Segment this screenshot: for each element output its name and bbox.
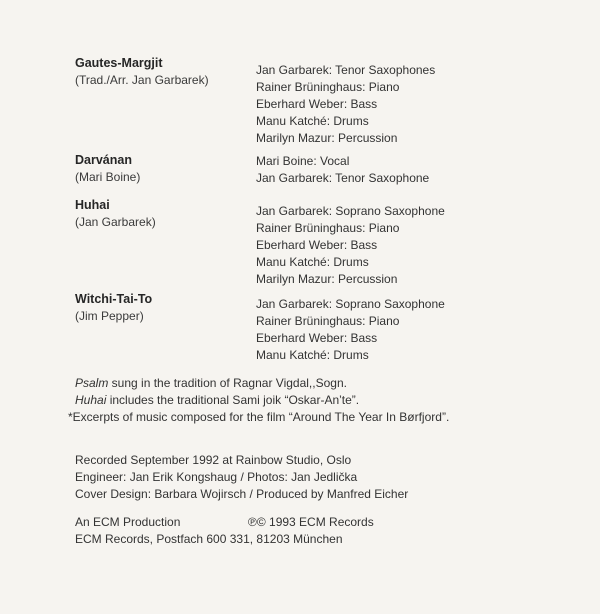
track-composer-credit: (Mari Boine) (75, 170, 141, 184)
production-info (75, 514, 475, 548)
musician-list (256, 296, 445, 364)
track-title: Huhai (75, 198, 110, 212)
musician-line: Mari Boine: Vocal (256, 154, 350, 168)
production-label: An ECM Production (75, 515, 181, 529)
musician-list (256, 62, 435, 147)
recording-credits (75, 452, 408, 503)
note-excerpts: *Excerpts of music composed for the film “Around The Year In Børfjord”. (68, 410, 450, 424)
note-psalm: Psalm sung in the tradition of Ragnar Vigdal,,Sogn. (75, 376, 347, 390)
musician-line: Manu Katché: Drums (256, 255, 369, 269)
musician-line: Jan Garbarek: Tenor Saxophone (256, 171, 430, 185)
musician-list (256, 203, 445, 288)
track-composer-credit: (Jan Garbarek) (75, 215, 156, 229)
musician-line: Manu Katché: Drums (256, 348, 369, 362)
track-composer-credit: (Trad./Arr. Jan Garbarek) (75, 73, 209, 87)
footnotes (68, 375, 449, 426)
track-title: Witchi-Tai-To (75, 292, 153, 306)
engineer-line: Engineer: Jan Erik Kongshaug / Photos: Jan Jedlička (75, 470, 358, 484)
musician-line: Eberhard Weber: Bass (256, 238, 378, 252)
musician-line: Rainer Brüninghaus: Piano (256, 80, 400, 94)
track-title: Gautes-Margjit (75, 56, 163, 70)
musician-line: Jan Garbarek: Soprano Saxophone (256, 297, 445, 311)
musician-line: Marilyn Mazur: Percussion (256, 272, 398, 286)
copyright-notice: ℗© 1993 ECM Records (248, 515, 374, 529)
musician-line: Eberhard Weber: Bass (256, 97, 378, 111)
cover-design-line: Cover Design: Barbara Wojirsch / Produced by Manfred Eicher (75, 487, 409, 501)
label-address: ECM Records, Postfach 600 331, 81203 München (75, 532, 343, 546)
musician-line: Jan Garbarek: Tenor Saxophones (256, 63, 436, 77)
musician-line: Rainer Brüninghaus: Piano (256, 314, 400, 328)
track-composer-credit: (Jim Pepper) (75, 309, 144, 323)
musician-line: Eberhard Weber: Bass (256, 331, 378, 345)
musician-line: Rainer Brüninghaus: Piano (256, 221, 400, 235)
track-title: Darvánan (75, 153, 132, 167)
note-huhai: Huhai includes the traditional Sami joik “Oskar-An’te”. (75, 393, 360, 407)
recorded-line: Recorded September 1992 at Rainbow Studio, Oslo (75, 453, 352, 467)
musician-list (256, 153, 429, 187)
musician-line: Manu Katché: Drums (256, 114, 369, 128)
musician-line: Marilyn Mazur: Percussion (256, 131, 398, 145)
musician-line: Jan Garbarek: Soprano Saxophone (256, 204, 445, 218)
